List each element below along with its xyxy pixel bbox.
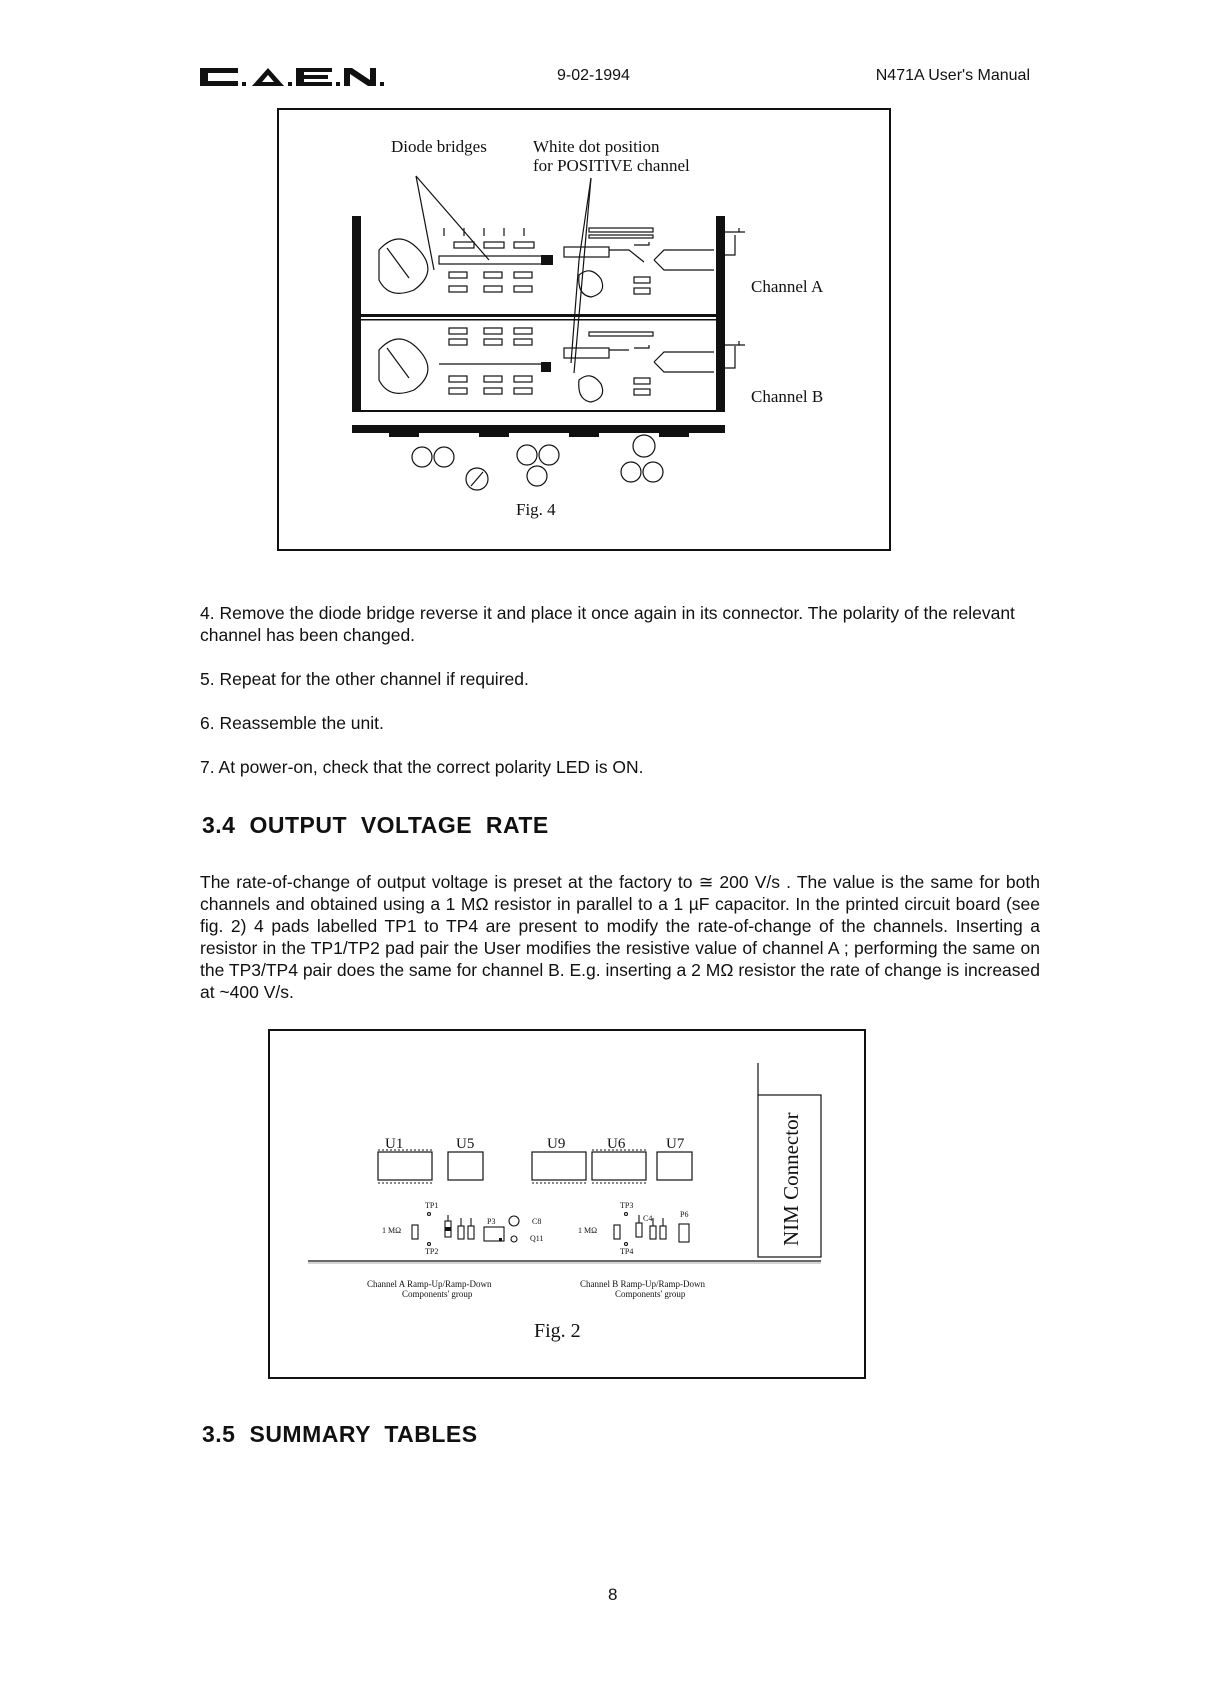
fig2-group-b-line1: Channel B Ramp-Up/Ramp-Down (580, 1279, 705, 1289)
section-number: 3.4 (202, 812, 236, 838)
fig4-label-channel-b: Channel B (751, 387, 824, 406)
fig2-res-a: 1 MΩ (382, 1226, 402, 1235)
fig2-chips (378, 1152, 692, 1180)
fig4-channel-a-components (379, 228, 745, 297)
step-number: 7. (200, 757, 215, 777)
fig2-chip-u9: U9 (547, 1136, 566, 1152)
header-manual-title: N471A User's Manual (875, 67, 1030, 84)
figure-2-diagram (270, 1031, 868, 1381)
fig4-front-panel (412, 435, 663, 490)
fig2-p6: P6 (680, 1210, 689, 1219)
step-7 (200, 756, 1050, 778)
fig2-chip-u5: U5 (456, 1136, 475, 1152)
fig2-group-a-line1: Channel A Ramp-Up/Ramp-Down (367, 1279, 492, 1289)
step-number: 5. (200, 669, 215, 689)
fig4-label-channel-a: Channel A (751, 277, 824, 296)
fig2-res-b: 1 MΩ (578, 1226, 598, 1235)
fig4-label-white-dot-2: for POSITIVE channel (533, 156, 690, 175)
section-3-4-body: The rate-of-change of output voltage is preset at the factory to ≅ 200 V/s . The value is the same for both channels and obtained using a 1 MΩ resistor in parallel to a 1 µF capacitor. In the printed circuit board (see fig. 2) 4 pads labelled TP1 to TP4 are present to modify the rate-of-change of the channels. Inserting a resistor in the TP1/TP2 pad pair the User modifies the resistive value of channel A ; performing the same on the TP3/TP4 pair does the same for channel B. E.g. inserting a 2 MΩ resistor the rate of change is increased at ~400 V/s. (200, 872, 1040, 1002)
section-title: SUMMARY TABLES (249, 1421, 478, 1447)
section-number: 3.5 (202, 1421, 236, 1447)
fig2-group-b-line2: Components' group (615, 1289, 686, 1299)
fig2-caption: Fig. 2 (534, 1320, 581, 1342)
figure-4-diagram (279, 110, 893, 553)
fig4-label-white-dot-1: White dot position (533, 137, 660, 156)
fig4-board (352, 216, 725, 437)
fig2-chip-u6: U6 (607, 1136, 626, 1152)
fig2-tp4: TP4 (620, 1247, 634, 1256)
page-number: 8 (608, 1585, 618, 1604)
fig2-tp1: TP1 (425, 1201, 439, 1210)
fig4-white-dot-b (541, 362, 551, 372)
fig2-group-a-line2: Components' group (402, 1289, 473, 1299)
fig4-channel-b-components (379, 328, 745, 402)
header-date: 9-02-1994 (557, 67, 630, 84)
fig2-c4: C4 (643, 1214, 653, 1223)
figure-2-frame (268, 1029, 866, 1379)
step-text: At power-on, check that the correct polarity LED is ON. (218, 757, 644, 777)
fig2-tp2: TP2 (425, 1247, 439, 1256)
fig4-pointer-lines (416, 176, 591, 373)
fig2-chip-u1: U1 (385, 1136, 404, 1152)
figure-4-frame (277, 108, 891, 551)
step-text: Reassemble the unit. (219, 713, 384, 733)
step-6 (200, 712, 1050, 734)
fig4-label-diode: Diode bridges (391, 137, 487, 156)
step-4 (200, 602, 1050, 646)
step-number: 4. (200, 603, 215, 623)
section-3-5-heading (202, 1421, 478, 1448)
section-3-4-heading (202, 812, 549, 839)
step-text: Repeat for the other channel if required. (219, 669, 529, 689)
caen-logo-graphic (200, 66, 400, 88)
fig2-tp3: TP3 (620, 1201, 634, 1210)
fig2-nim-label: NIM Connector (779, 1112, 803, 1246)
caen-logo (200, 66, 400, 93)
fig4-caption: Fig. 4 (516, 500, 556, 519)
fig4-white-dot-a (541, 255, 553, 265)
fig2-chip-u7: U7 (666, 1136, 685, 1152)
section-title: OUTPUT VOLTAGE RATE (249, 812, 549, 838)
step-text: Remove the diode bridge reverse it and place it once again in its connector. The polarity of the relevant channel has been changed. (200, 603, 1015, 645)
step-5 (200, 668, 1050, 690)
step-number: 6. (200, 713, 215, 733)
fig2-p3: P3 (487, 1217, 496, 1226)
fig2-q11: Q11 (530, 1234, 544, 1243)
fig2-c8: C8 (532, 1217, 542, 1226)
